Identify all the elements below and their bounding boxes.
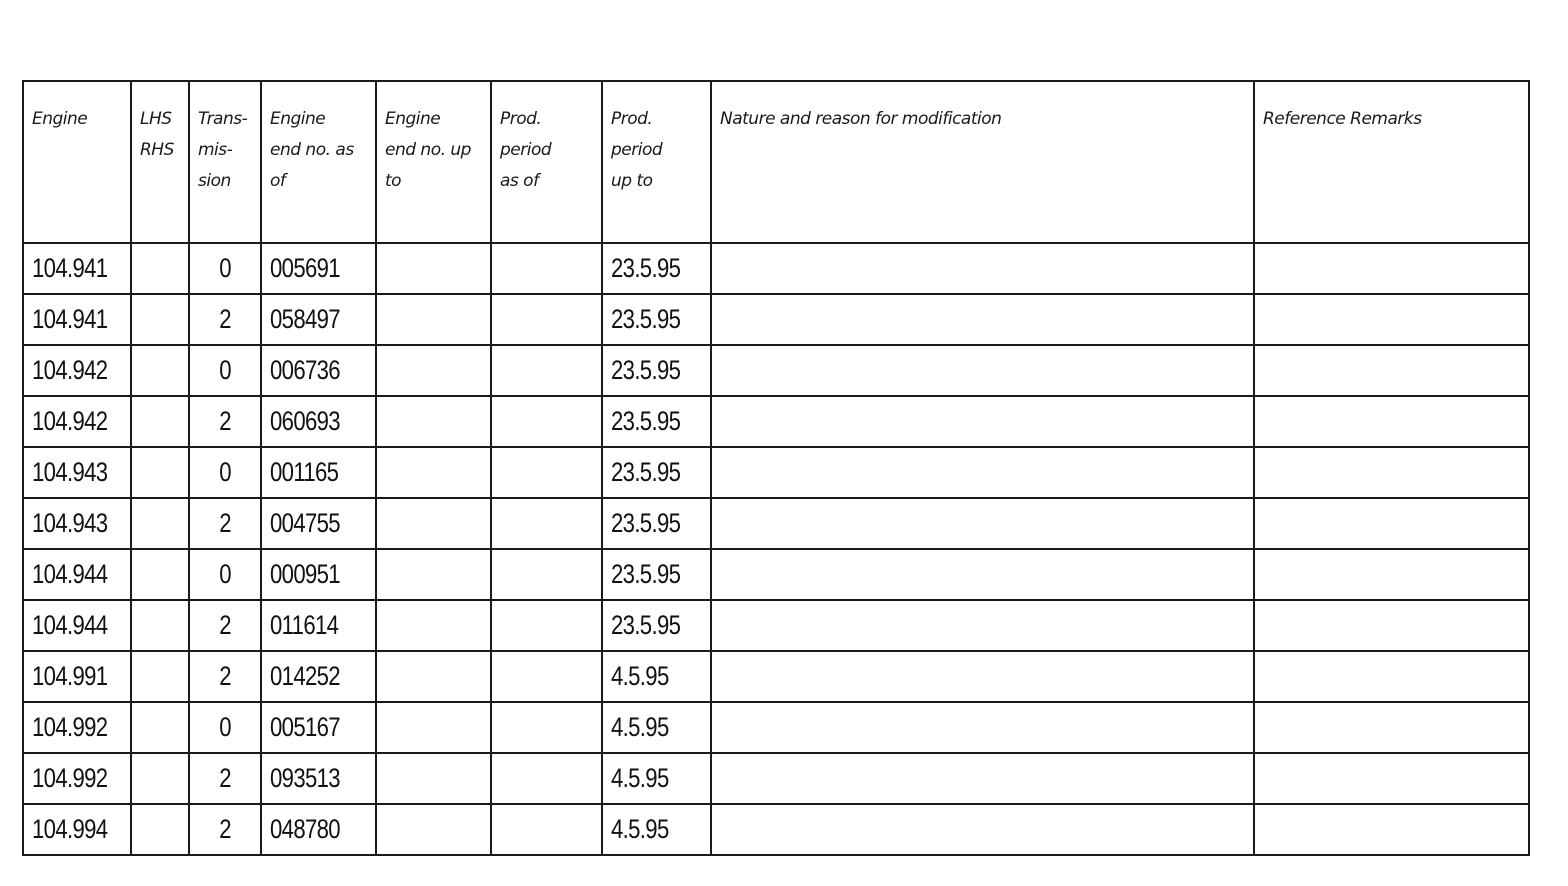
cell-engine-end-to [376,447,491,498]
cell-engine-end-from [261,294,376,345]
cell-value: 000951 [270,559,340,589]
header-engine [23,81,131,243]
cell-engine-end-to [376,294,491,345]
cell-value: 060693 [270,406,340,436]
header-line: Engine [32,109,88,129]
cell-engine [23,447,131,498]
cell-value: 23.5.95 [611,355,681,385]
cell-transmission [189,804,261,855]
cell-engine [23,600,131,651]
header-line: to [385,171,402,191]
cell-nature [711,498,1254,549]
cell-value: 104.942 [32,406,108,436]
cell-side [131,294,189,345]
cell-value: 006736 [270,355,340,385]
cell-value: 2 [219,508,231,538]
cell-prod-to [602,396,711,447]
cell-value: 0 [219,355,231,385]
header-row [23,81,1529,243]
header-prod-to [602,81,711,243]
cell-engine [23,243,131,294]
cell-side [131,702,189,753]
cell-engine [23,804,131,855]
header-nature [711,81,1254,243]
cell-transmission [189,447,261,498]
cell-engine-end-from [261,345,376,396]
cell-engine-end-to [376,345,491,396]
cell-prod-from [491,447,602,498]
cell-value: 104.944 [32,610,108,640]
header-line: as of [500,171,539,191]
cell-transmission [189,294,261,345]
cell-engine [23,651,131,702]
table-row [23,498,1529,549]
cell-nature [711,804,1254,855]
cell-value: 104.942 [32,355,108,385]
cell-value: 0 [219,712,231,742]
header-line: Engine [385,109,441,129]
header-transmission [189,81,261,243]
table-row [23,294,1529,345]
cell-prod-to [602,294,711,345]
cell-engine-end-from [261,702,376,753]
header-line: of [270,171,286,191]
cell-side [131,447,189,498]
cell-engine [23,753,131,804]
cell-remarks [1254,294,1529,345]
cell-engine-end-to [376,243,491,294]
cell-prod-from [491,498,602,549]
cell-remarks [1254,447,1529,498]
cell-prod-from [491,804,602,855]
cell-side [131,600,189,651]
cell-transmission [189,345,261,396]
cell-remarks [1254,549,1529,600]
cell-engine-end-from [261,804,376,855]
cell-nature [711,549,1254,600]
header-line: period [611,140,663,160]
cell-prod-from [491,396,602,447]
cell-engine-end-from [261,600,376,651]
cell-value: 104.994 [32,814,108,844]
header-line: up to [611,171,653,191]
table-row [23,804,1529,855]
cell-remarks [1254,651,1529,702]
cell-prod-to [602,447,711,498]
cell-prod-from [491,243,602,294]
cell-value: 001165 [270,457,339,487]
cell-value: 104.941 [32,253,108,283]
cell-engine [23,498,131,549]
cell-remarks [1254,243,1529,294]
cell-prod-from [491,294,602,345]
cell-prod-from [491,600,602,651]
cell-prod-to [602,345,711,396]
cell-remarks [1254,345,1529,396]
modification-table [22,80,1530,856]
header-line: Reference Remarks [1263,109,1422,129]
cell-value: 104.991 [32,661,108,691]
cell-remarks [1254,804,1529,855]
cell-nature [711,753,1254,804]
table-row [23,702,1529,753]
cell-prod-to [602,804,711,855]
table-row [23,396,1529,447]
cell-engine-end-from [261,651,376,702]
table-row [23,243,1529,294]
cell-engine-end-to [376,702,491,753]
cell-value: 093513 [270,763,340,793]
cell-nature [711,294,1254,345]
cell-prod-to [602,753,711,804]
cell-prod-from [491,702,602,753]
cell-remarks [1254,702,1529,753]
cell-value: 23.5.95 [611,610,681,640]
header-engine-end-to [376,81,491,243]
cell-nature [711,396,1254,447]
cell-prod-to [602,702,711,753]
cell-prod-to [602,243,711,294]
cell-side [131,549,189,600]
cell-prod-from [491,345,602,396]
cell-value: 4.5.95 [611,712,669,742]
header-line: end no. as [270,140,354,160]
cell-prod-from [491,753,602,804]
header-side [131,81,189,243]
cell-value: 2 [219,610,231,640]
cell-side [131,345,189,396]
cell-engine-end-from [261,753,376,804]
cell-transmission [189,600,261,651]
cell-transmission [189,753,261,804]
cell-value: 23.5.95 [611,304,681,334]
cell-value: 2 [219,814,231,844]
cell-nature [711,243,1254,294]
cell-value: 4.5.95 [611,661,669,691]
cell-nature [711,345,1254,396]
cell-side [131,243,189,294]
cell-nature [711,447,1254,498]
cell-prod-to [602,600,711,651]
cell-engine-end-to [376,753,491,804]
header-line: Prod. [611,109,653,129]
cell-value: 058497 [270,304,340,334]
cell-value: 23.5.95 [611,508,681,538]
cell-side [131,753,189,804]
cell-engine-end-from [261,549,376,600]
cell-value: 011614 [270,610,339,640]
cell-value: 23.5.95 [611,406,681,436]
cell-prod-from [491,549,602,600]
cell-value: 005691 [270,253,340,283]
cell-remarks [1254,396,1529,447]
cell-value: 0 [219,457,231,487]
cell-engine-end-from [261,243,376,294]
table-row [23,549,1529,600]
cell-nature [711,702,1254,753]
cell-value: 104.943 [32,457,108,487]
cell-prod-to [602,498,711,549]
cell-side [131,498,189,549]
cell-side [131,396,189,447]
cell-prod-to [602,651,711,702]
cell-transmission [189,702,261,753]
cell-engine-end-to [376,600,491,651]
cell-transmission [189,243,261,294]
cell-value: 2 [219,406,231,436]
cell-remarks [1254,600,1529,651]
header-line: Prod. [500,109,542,129]
cell-prod-to [602,549,711,600]
header-line: Engine [270,109,326,129]
header-line: Trans- [198,109,248,129]
cell-value: 2 [219,661,231,691]
cell-value: 2 [219,763,231,793]
cell-value: 104.943 [32,508,108,538]
header-line: period [500,140,552,160]
cell-value: 104.992 [32,712,108,742]
cell-value: 104.992 [32,763,108,793]
table-row [23,447,1529,498]
cell-value: 0 [219,253,231,283]
header-line: RHS [140,140,174,160]
cell-prod-from [491,651,602,702]
cell-engine [23,396,131,447]
header-line: Nature and reason for modification [720,109,1002,129]
cell-value: 23.5.95 [611,559,681,589]
cell-engine-end-from [261,498,376,549]
header-line: LHS [140,109,172,129]
cell-engine [23,549,131,600]
cell-engine-end-to [376,651,491,702]
cell-engine [23,294,131,345]
cell-transmission [189,651,261,702]
table-row [23,753,1529,804]
cell-engine-end-to [376,804,491,855]
cell-engine [23,345,131,396]
cell-value: 104.941 [32,304,108,334]
cell-side [131,804,189,855]
header-line: sion [198,171,231,191]
cell-value: 004755 [270,508,340,538]
cell-engine-end-from [261,447,376,498]
cell-remarks [1254,498,1529,549]
cell-engine [23,702,131,753]
cell-transmission [189,498,261,549]
cell-transmission [189,396,261,447]
table-row [23,345,1529,396]
cell-value: 4.5.95 [611,814,669,844]
cell-engine-end-to [376,549,491,600]
cell-side [131,651,189,702]
table-body [23,243,1529,855]
cell-value: 0 [219,559,231,589]
header-line: end no. up [385,140,471,160]
cell-value: 4.5.95 [611,763,669,793]
cell-remarks [1254,753,1529,804]
cell-value: 2 [219,304,231,334]
cell-value: 104.944 [32,559,108,589]
cell-value: 014252 [270,661,340,691]
header-remarks [1254,81,1529,243]
cell-engine-end-to [376,396,491,447]
cell-value: 23.5.95 [611,457,681,487]
table-row [23,600,1529,651]
cell-engine-end-to [376,498,491,549]
table-row [23,651,1529,702]
cell-value: 048780 [270,814,340,844]
cell-value: 005167 [270,712,340,742]
header-line: mis- [198,140,233,160]
cell-transmission [189,549,261,600]
cell-value: 23.5.95 [611,253,681,283]
modification-sheet [22,80,1528,856]
header-prod-from [491,81,602,243]
header-engine-end-from [261,81,376,243]
cell-nature [711,651,1254,702]
cell-engine-end-from [261,396,376,447]
cell-nature [711,600,1254,651]
